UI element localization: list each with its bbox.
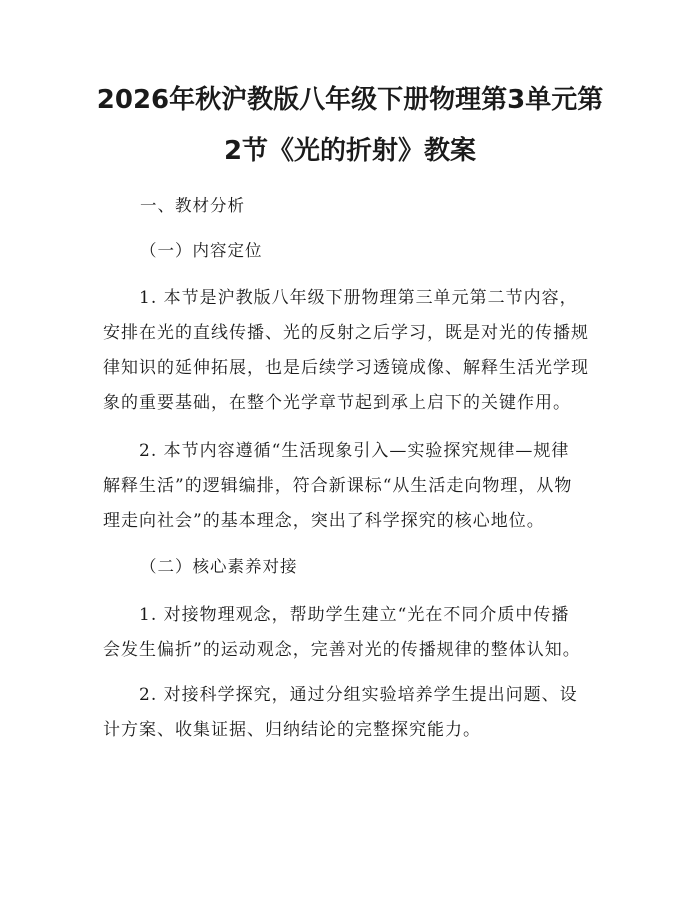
paragraph-line: 安排在光的直线传播、光的反射之后学习，既是对光的传播规 [103, 323, 589, 343]
paragraph-line: 理走向社会”的基本理念，突出了科学探究的核心地位。 [103, 511, 545, 531]
subsection-heading-content-positioning: （一）内容定位 [140, 241, 263, 260]
paragraph-line: 2. 本节内容遵循“生活现象引入—实验探究规律—规律 [139, 441, 570, 461]
paragraph-line: 象的重要基础，在整个光学章节起到承上启下的关键作用。 [103, 393, 571, 413]
paragraph-1 [103, 287, 599, 427]
document-title-line-1: 2026年秋沪教版八年级下册物理第3单元第 [96, 85, 604, 115]
paragraph-3 [103, 604, 599, 674]
paragraph-line: 会发生偏折”的运动观念，完善对光的传播规律的整体认知。 [103, 640, 581, 660]
subsection-heading-core-literacy: （二）核心素养对接 [140, 557, 298, 576]
paragraph-2 [103, 440, 599, 545]
paragraph-line: 解释生活”的逻辑编排，符合新课标“从生活走向物理，从物 [103, 476, 573, 496]
paragraph-4 [103, 684, 599, 754]
paragraph-line: 2. 对接科学探究，通过分组实验培养学生提出问题、设 [139, 685, 578, 705]
section-heading-textbook-analysis: 一、教材分析 [140, 196, 245, 215]
document-title-line-2: 2节《光的折射》教案 [223, 136, 477, 166]
paragraph-line: 计方案、收集证据、归纳结论的完整探究能力。 [103, 720, 481, 740]
paragraph-line: 1. 对接物理观念，帮助学生建立“光在不同介质中传播 [139, 605, 570, 625]
paragraph-line: 1. 本节是沪教版八年级下册物理第三单元第二节内容， [139, 288, 578, 308]
paragraph-line: 律知识的延伸拓展，也是后续学习透镜成像、解释生活光学现 [103, 358, 589, 378]
